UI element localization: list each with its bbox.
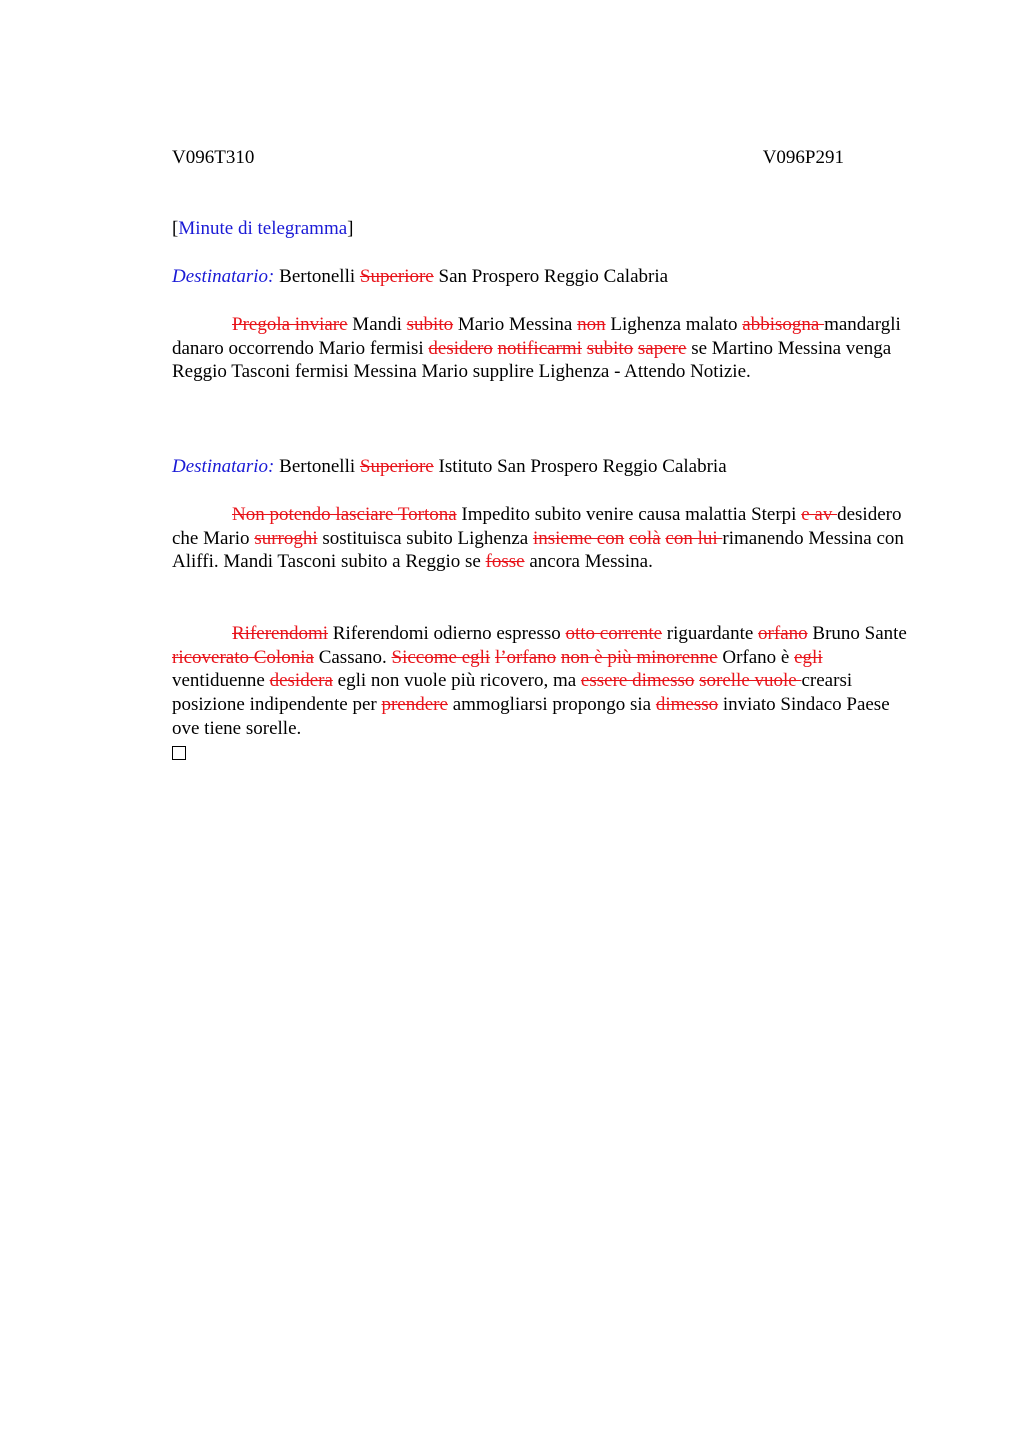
deleted-text: sorelle vuole <box>699 670 802 692</box>
section-title <box>172 217 354 241</box>
text-segment: Lighenza malato <box>605 314 743 335</box>
text-segment: se Martino Messina venga Reggio Tasconi fermisi Messina Mario supplire Lighenza - Attendo Notizie. <box>172 337 892 383</box>
text-segment: ancora Messina. <box>524 551 653 573</box>
telegram-3-text <box>172 622 916 741</box>
telegram-1-recipient-text <box>274 266 668 287</box>
telegram-2-body <box>172 503 916 574</box>
document-code-right: V096P291 <box>762 147 844 168</box>
text-segment: Mario Messina <box>453 314 578 335</box>
deleted-text: colà <box>628 527 661 549</box>
text-segment: sostituisca subito Lighenza <box>317 527 533 549</box>
recipient-label: Destinatario: <box>172 266 275 287</box>
text-segment: Istituto San Prospero Reggio Calabria <box>433 456 727 477</box>
deleted-text: Superiore <box>359 266 434 287</box>
telegram-2-text <box>172 503 916 574</box>
deleted-text: subito <box>406 314 454 335</box>
text-segment: Riferendomi odierno espresso <box>328 623 566 644</box>
telegram-3-body <box>172 622 916 766</box>
deleted-text: abbisogna <box>742 314 825 335</box>
deleted-text: Pregola inviare <box>232 314 348 335</box>
deleted-text: non è più minorenne <box>560 646 718 668</box>
telegram-1-text <box>172 313 916 384</box>
deleted-text: con lui <box>665 527 723 549</box>
deleted-text: e av <box>801 504 838 525</box>
telegram-1-recipient <box>172 265 916 289</box>
deleted-text: surroghi <box>254 527 318 549</box>
deleted-text: insieme con <box>532 527 625 549</box>
deleted-text: otto corrente <box>565 623 663 644</box>
text-segment: Cassano. <box>313 646 392 668</box>
deleted-text: orfano <box>758 623 808 644</box>
telegram-1-body <box>172 313 916 384</box>
deleted-text: l’orfano <box>494 646 557 668</box>
document-code-left: V096T310 <box>172 147 255 168</box>
text-segment: crearsi posizione indipendente per <box>172 670 853 716</box>
telegram-2-recipient-text <box>274 456 726 477</box>
text-segment: San Prospero Reggio Calabria <box>433 266 669 287</box>
deleted-text: Riferendomi <box>232 623 329 644</box>
deleted-text: egli <box>794 646 823 668</box>
text-segment: Impedito subito venire causa malattia Sterpi <box>456 504 802 525</box>
deleted-text: essere dimesso <box>580 670 695 692</box>
deleted-text: Siccome egli <box>391 646 491 668</box>
text-segment: ventiduenne <box>172 670 270 692</box>
text-segment: rimanendo Messina con Aliffi. Mandi Tasconi subito a Reggio se <box>172 527 904 573</box>
deleted-text: notificarmi <box>497 337 582 359</box>
deleted-text: desidera <box>269 670 333 692</box>
text-segment: egli non vuole più ricovero, ma <box>332 670 581 692</box>
deleted-text: Superiore <box>359 456 434 477</box>
section-title-open-bracket: [ <box>172 218 179 239</box>
checkbox-icon <box>172 746 186 760</box>
deleted-text: dimesso <box>655 694 719 716</box>
deleted-text: prendere <box>381 694 448 716</box>
deleted-text: Non potendo lasciare Tortona <box>232 504 457 525</box>
text-segment: Bertonelli <box>274 456 360 477</box>
text-segment: ammogliarsi propongo sia <box>447 694 656 716</box>
section-title-close-bracket: ] <box>347 218 354 239</box>
deleted-text: non <box>577 314 606 335</box>
telegram-2-recipient <box>172 455 916 479</box>
text-segment: Orfano è <box>717 646 795 668</box>
text-segment: mandargli danaro occorrendo Mario fermisi <box>172 314 901 359</box>
deleted-text: sapere <box>637 337 687 359</box>
text-segment: inviato Sindaco Paese ove tiene sorelle. <box>172 694 890 739</box>
recipient-label: Destinatario: <box>172 456 275 477</box>
section-title-text: Minute di telegramma <box>178 218 348 239</box>
deleted-text: subito <box>586 337 634 359</box>
deleted-text: fosse <box>485 551 525 573</box>
text-segment: Bertonelli <box>274 266 360 287</box>
text-segment: Mandi <box>347 314 407 335</box>
text-segment: riguardante <box>662 623 759 644</box>
text-segment: Bruno Sante <box>807 623 907 644</box>
text-segment: desidero che Mario <box>172 504 902 549</box>
deleted-text: ricoverato Colonia <box>172 646 314 668</box>
deleted-text: desidero <box>428 337 493 359</box>
